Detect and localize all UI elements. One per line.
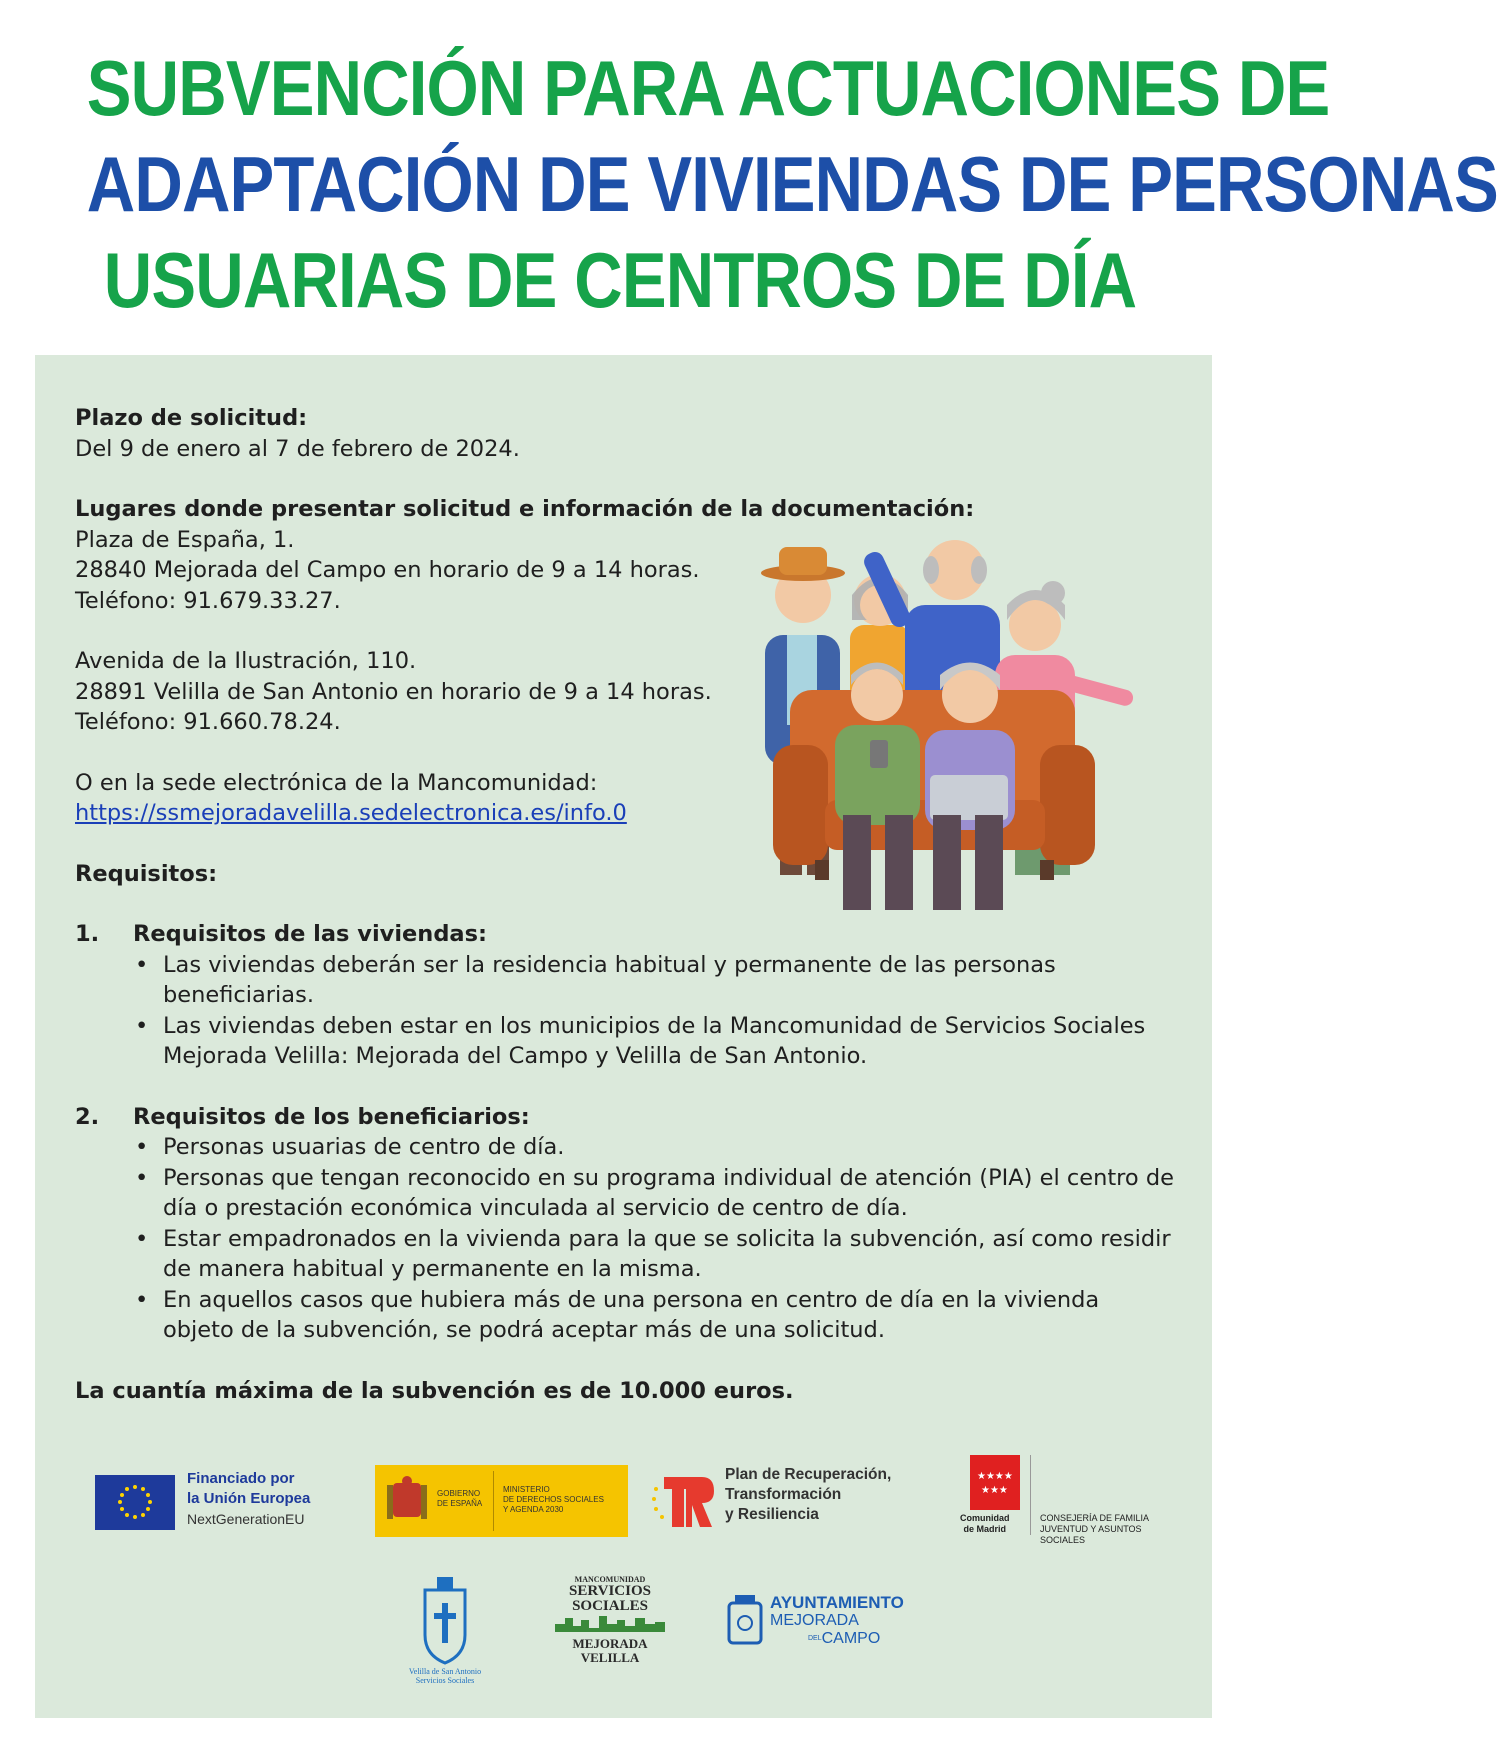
gob-right-1: MINISTERIO — [503, 1485, 550, 1494]
ay-line-2: MEJORADA — [770, 1612, 859, 1629]
req-number: 2. — [75, 1103, 100, 1130]
velilla-label — [400, 1667, 490, 1685]
prtr-label — [725, 1465, 891, 1525]
gobierno-espana-logo — [375, 1465, 628, 1537]
plazo-text: Del 9 de enero al 7 de febrero de 2024. — [75, 435, 520, 462]
list-item: • Personas que tengan reconocido en su programa individual de atención (PIA) el centro de día o prestación económica vinculada al servicio de centro de día. — [133, 1163, 1175, 1224]
cm-label-2: de Madrid — [963, 1524, 1006, 1534]
gobierno-text — [437, 1489, 482, 1509]
list-item: • En aquellos casos que hubiera más de una persona en centro de día en la vivienda objeto de la subvención, se podrá aceptar más de una solicitud. — [133, 1285, 1175, 1346]
cm-text-2: JUVENTUD Y ASUNTOS SOCIALES — [1040, 1524, 1142, 1545]
velilla-line-2: Servicios Sociales — [415, 1676, 475, 1685]
poster-title — [0, 40, 1498, 328]
logos-row-1 — [65, 1455, 1185, 1545]
requisitos-heading: Requisitos: — [75, 860, 218, 887]
title-line-1: SUBVENCIÓN PARA ACTUACIONES DE — [86, 44, 1330, 132]
cm-label-1: Comunidad — [960, 1513, 1010, 1523]
ayuntamiento-label — [770, 1593, 904, 1648]
ay-del: DEL — [808, 1635, 822, 1642]
consejeria-label — [1040, 1513, 1185, 1546]
gob-right-2: DE DERECHOS SOCIALES — [503, 1495, 604, 1504]
comunidad-madrid-flag-icon — [970, 1455, 1020, 1510]
gob-left-1: GOBIERNO — [437, 1489, 481, 1498]
coat-of-arms-icon — [383, 1475, 431, 1527]
office2-phone: Teléfono: 91.660.78.24. — [75, 709, 341, 735]
office2-address: Avenida de la Ilustración, 110. — [75, 648, 417, 674]
cuantia-text: La cuantía máxima de la subvención es de 10.000 euros. — [75, 1377, 794, 1404]
office1-city-hours: 28840 Mejorada del Campo en horario de 9 a 14 horas. — [75, 557, 700, 583]
prtr-line-3: y Resiliencia — [725, 1506, 819, 1523]
prtr-line-1: Plan de Recuperación, — [725, 1466, 892, 1483]
ayuntamiento-crest-icon — [725, 1593, 765, 1653]
eu-line-2: la Unión Europea — [187, 1490, 311, 1507]
office1-address: Plaza de España, 1. — [75, 526, 295, 553]
logos-row-2 — [65, 1575, 1185, 1685]
req-viviendas-heading: Requisitos de las viviendas: — [133, 921, 488, 947]
skyline-icon — [555, 1614, 665, 1632]
requisitos-beneficiarios — [75, 1102, 1175, 1133]
office2-city-hours: 28891 Velilla de San Antonio en horario de 9 a 14 horas. — [75, 678, 712, 705]
mancom-line-4: MEJORADA — [572, 1636, 648, 1651]
mancomunidad-logo — [555, 1575, 665, 1665]
elderly-group-illustration — [735, 525, 1175, 925]
svg-text:★★★: ★★★ — [981, 1485, 1008, 1496]
velilla-line-1: Velilla de San Antonio — [408, 1667, 482, 1676]
gob-right-3: Y AGENDA 2030 — [503, 1505, 564, 1514]
mancom-line-5: VELILLA — [580, 1650, 640, 1665]
list-item: • Personas usuarias de centro de día. — [133, 1132, 1175, 1163]
title-line-2: ADAPTACIÓN DE VIVIENDAS DE PERSONAS — [86, 140, 1498, 228]
eu-flag-icon — [95, 1475, 175, 1530]
plazo-heading: Plazo de solicitud: — [75, 405, 308, 431]
ay-line-1: AYUNTAMIENTO — [770, 1593, 904, 1612]
mancom-line-1: MANCOMUNIDAD — [574, 1575, 646, 1584]
svg-text:★★★★: ★★★★ — [977, 1471, 1013, 1482]
beneficiarios-list — [75, 1132, 1175, 1346]
info-panel — [35, 355, 1212, 1718]
office1-phone: Teléfono: 91.679.33.27. — [75, 587, 341, 614]
list-item: • Estar empadronados en la vivienda para la que se solicita la subvención, así como residir de manera habitual y permanente en la misma. — [133, 1224, 1175, 1285]
sede-electronica-link[interactable]: https://ssmejoradavelilla.sedelectronica.es/info.0 — [75, 800, 627, 826]
gob-left-2: DE ESPAÑA — [437, 1499, 483, 1508]
ay-line-3: CAMPO — [821, 1630, 881, 1648]
lugares-heading: Lugares donde presentar solicitud e información de la documentación: — [75, 496, 975, 522]
viviendas-list — [75, 950, 1175, 1072]
cm-text-1: CONSEJERÍA DE FAMILIA — [1040, 1513, 1150, 1523]
mancom-line-2: SERVICIOS — [568, 1583, 651, 1599]
prtr-logo-icon — [650, 1469, 718, 1531]
velilla-shield-icon — [420, 1575, 470, 1665]
list-item: • Las viviendas deberán ser la residencia habitual y permanente de las personas beneficiarias. — [133, 950, 1175, 1011]
eu-line-3: NextGenerationEU — [187, 1511, 305, 1527]
ministerio-text — [503, 1485, 604, 1515]
eu-funding-label — [187, 1469, 310, 1529]
eu-line-1: Financiado por — [187, 1470, 295, 1487]
mancom-line-3: SOCIALES — [572, 1598, 648, 1614]
req-number: 1. — [75, 921, 100, 947]
list-item: • Las viviendas deben estar en los municipios de la Mancomunidad de Servicios Sociales Mejorada Velilla: Mejorada del Campo y Velilla de San Antonio. — [133, 1011, 1175, 1072]
comunidad-madrid-label — [960, 1513, 1010, 1535]
req-beneficiarios-heading: Requisitos de los beneficiarios: — [133, 1103, 530, 1130]
prtr-line-2: Transformación — [725, 1486, 842, 1503]
online-text: O en la sede electrónica de la Mancomunidad: — [75, 769, 598, 796]
title-line-3: USUARIAS DE CENTROS DE DÍA — [103, 236, 1137, 324]
